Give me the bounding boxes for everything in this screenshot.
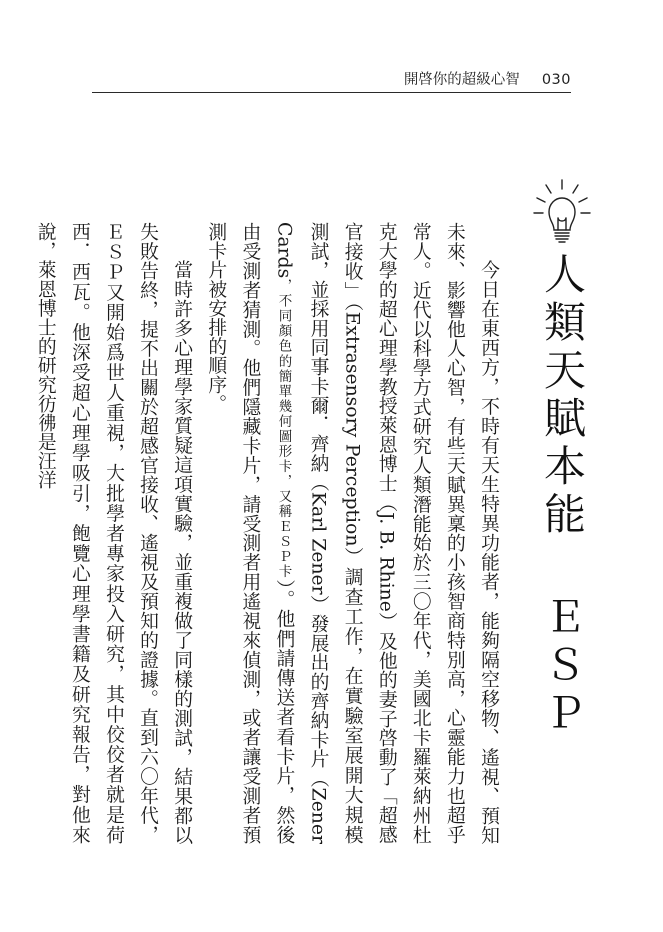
name-zener: Karl Zener (307, 491, 329, 595)
section-title: 人類天賦本能 ＥＳＰ (538, 252, 587, 739)
term-zener-cards: Zener Cards (273, 222, 329, 844)
text-segment: ）及他的妻子啓動了「超感官接收」（ (341, 222, 397, 844)
text-segment: ）調查工作，在實驗室展開大規模測試，並採用同事卡爾．齊納（ (307, 222, 363, 844)
paragraph-2: 當時許多心理學家質疑這項實驗，並重複做了同樣的測試，結果都以失敗告終，提不出關於超感官接收、遙視及預知的證據。直到六〇年代，ＥＳＰ又開始爲世人重視，大批學者專家投入研究，其中佼佼者就是荷西．西瓦。他深受超心理學吸引，飽覽心理學書籍及研究報告，對他來說，萊恩博士的研究彷彿是汪洋 (34, 222, 193, 844)
text-segment: 今日在東西方，不時有天生特異功能者，能夠隔空移物、遙視、預知未來、影響他人心智，有些天賦異稟的小孩智商特別高，心靈能力也超乎常人。近代以科學方式研究人類潛能始於三〇年代，美國北卡羅萊納州杜克大學的超心理學教授萊恩博士（ (375, 222, 499, 844)
text-segment: ）發展出的齊納卡片（ (307, 594, 329, 788)
inline-note: ，不同顏色的簡單幾何圖形卡，又稱ＥＳＰ卡 (275, 278, 292, 580)
term-esp-english: Extrasensory Perception (341, 311, 363, 547)
running-header (404, 68, 571, 89)
book-title: 開啓你的超級心智 (403, 72, 520, 88)
lightbulb-icon (532, 176, 592, 246)
header-rule (92, 92, 571, 93)
paragraph-1 (198, 222, 505, 844)
page-number: 030 (541, 72, 571, 88)
body-text (34, 222, 505, 844)
name-rhine: J. B. Rhine (375, 512, 397, 612)
text-segment: ）。他們請傳送者看卡片，然後由受測者猜測。他們隱藏卡片，請受測者用遙視來偵測，或者讓受測者預測卡片被安排的順序。 (205, 222, 295, 844)
